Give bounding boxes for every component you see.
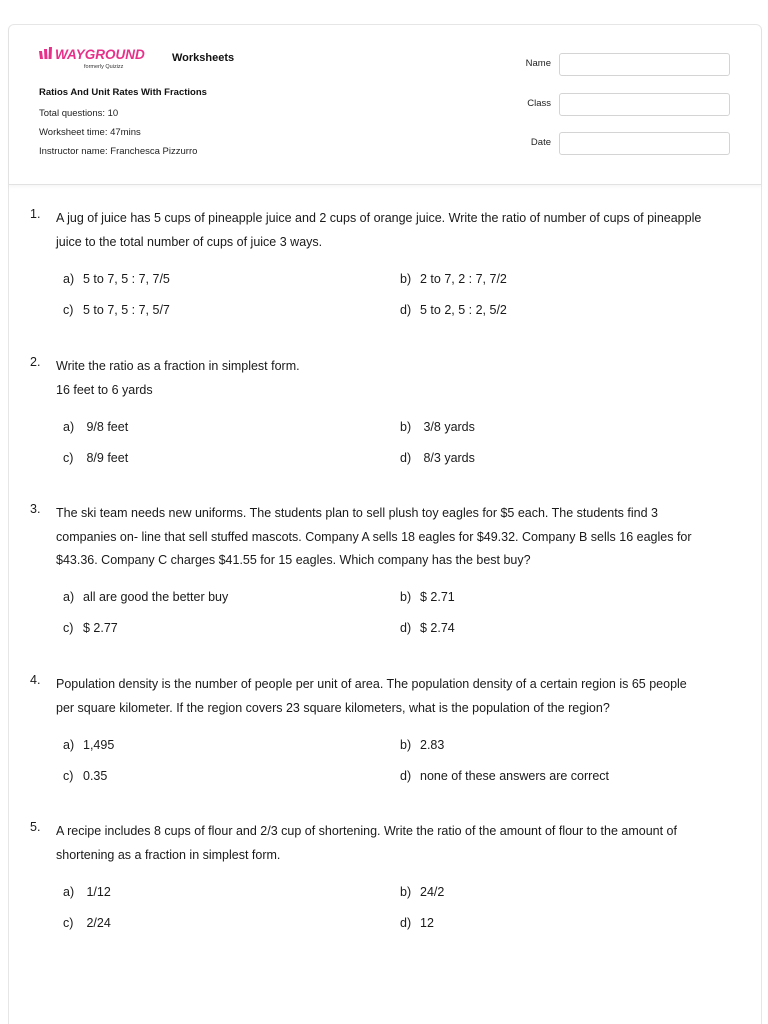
instructor-name: Instructor name: Franchesca Pizzurro	[39, 146, 198, 157]
option-text: 5 to 7, 5 : 7, 5/7	[83, 303, 170, 317]
option-b[interactable]	[400, 272, 507, 286]
option-letter: c)	[63, 916, 74, 930]
option-letter: d)	[400, 303, 412, 317]
option-letter: b)	[400, 590, 412, 604]
option-c[interactable]	[63, 769, 107, 783]
option-text: 0.35	[83, 769, 108, 783]
question-text	[56, 820, 728, 867]
option-letter: a)	[63, 885, 75, 899]
question-number: 1.	[30, 207, 41, 221]
option-letter: c)	[63, 769, 74, 783]
option-text: 2/24	[83, 916, 111, 930]
option-letter: c)	[63, 303, 74, 317]
worksheet-time: Worksheet time: 47mins	[39, 127, 141, 138]
brand-subtitle: formerly Quizizz	[84, 64, 124, 70]
option-b[interactable]	[400, 738, 444, 752]
question-line: Population density is the number of people per unit of area. The population density of a certain region is 65 people	[56, 677, 687, 691]
question-line: companies on- line that sell stuffed mascots. Company A sells 18 eagles for $49.32. Company B sells 16 eagles for	[56, 529, 692, 544]
option-text: 24/2	[420, 885, 445, 899]
option-text: $ 2.74	[420, 621, 455, 635]
option-letter: c)	[63, 451, 74, 465]
option-letter: b)	[400, 885, 412, 899]
option-letter: a)	[63, 590, 75, 604]
option-letter: d)	[400, 769, 412, 783]
date-field[interactable]	[559, 132, 730, 155]
question-line: A recipe includes 8 cups of flour and 2/3 cup of shortening. Write the ratio of the amount of flour to the amount of	[56, 824, 677, 838]
date-label: Date	[530, 137, 551, 148]
brand	[38, 45, 238, 75]
option-a[interactable]	[63, 738, 114, 752]
option-text: 12	[420, 916, 434, 930]
option-letter: b)	[400, 420, 412, 434]
option-text: all are good the better buy	[83, 590, 229, 604]
option-text: 3/8 yards	[420, 420, 475, 434]
option-d[interactable]	[400, 451, 475, 465]
option-text: 5 to 2, 5 : 2, 5/2	[420, 303, 507, 317]
option-letter: d)	[400, 451, 412, 465]
option-b[interactable]	[400, 590, 455, 604]
option-letter: a)	[63, 420, 75, 434]
option-letter: b)	[400, 272, 412, 286]
question-line: per square kilometer. If the region covers 23 square kilometers, what is the population of the region?	[56, 700, 610, 715]
option-letter: d)	[400, 916, 412, 930]
option-c[interactable]	[63, 916, 111, 930]
option-d[interactable]	[400, 621, 455, 635]
question-text	[56, 673, 728, 720]
total-questions: Total questions: 10	[39, 108, 119, 119]
option-c[interactable]	[63, 621, 118, 635]
question-line: The ski team needs new uniforms. The students plan to sell plush toy eagles for $5 each. The students find 3	[56, 506, 658, 520]
question-line: juice to the total number of cups of juice 3 ways.	[56, 234, 323, 249]
option-text: 1/12	[83, 885, 111, 899]
option-a[interactable]	[63, 885, 111, 899]
brand-title: Worksheets	[172, 52, 235, 64]
option-text: 8/3 yards	[420, 451, 475, 465]
option-letter: a)	[63, 272, 75, 286]
question-line: Write the ratio as a fraction in simplest form.	[56, 359, 300, 373]
option-text: 8/9 feet	[83, 451, 129, 465]
option-text: $ 2.77	[83, 621, 118, 635]
option-a[interactable]	[63, 590, 228, 604]
question-line: $43.36. Company C charges $41.55 for 15 eagles. Which company has the best buy?	[56, 553, 531, 567]
option-text: 2.83	[420, 738, 445, 752]
option-d[interactable]	[400, 769, 609, 783]
option-b[interactable]	[400, 420, 475, 434]
option-d[interactable]	[400, 303, 507, 317]
name-label: Name	[525, 58, 551, 69]
option-text: 1,495	[83, 738, 115, 752]
worksheet-title: Ratios And Unit Rates With Fractions	[39, 87, 207, 98]
question-number: 3.	[30, 502, 41, 516]
option-a[interactable]	[63, 272, 170, 286]
option-text: 2 to 7, 2 : 7, 7/2	[420, 272, 507, 286]
question-line: A jug of juice has 5 cups of pineapple juice and 2 cups of orange juice. Write the ratio of number of cups of pineapple	[56, 211, 702, 225]
question-number: 4.	[30, 673, 41, 687]
question-text	[56, 207, 728, 254]
wayground-logo-icon	[38, 45, 166, 65]
name-field[interactable]	[559, 53, 730, 76]
option-letter: d)	[400, 621, 412, 635]
class-label: Class	[527, 98, 551, 109]
option-text: 9/8 feet	[83, 420, 129, 434]
option-text: 5 to 7, 5 : 7, 7/5	[83, 272, 170, 286]
brand-logo-text: WAYGROUND	[55, 47, 145, 62]
option-text: none of these answers are correct	[420, 769, 609, 783]
option-text: $ 2.71	[420, 590, 455, 604]
option-letter: b)	[400, 738, 412, 752]
option-d[interactable]	[400, 916, 434, 930]
worksheet-header	[9, 25, 761, 185]
question-number: 5.	[30, 820, 41, 834]
option-a[interactable]	[63, 420, 128, 434]
class-field[interactable]	[559, 93, 730, 116]
option-letter: a)	[63, 738, 75, 752]
option-b[interactable]	[400, 885, 444, 899]
question-text	[56, 355, 728, 402]
option-letter: c)	[63, 621, 74, 635]
question-text	[56, 502, 728, 573]
question-line: 16 feet to 6 yards	[56, 382, 153, 397]
question-number: 2.	[30, 355, 41, 369]
question-line: shortening as a fraction in simplest form.	[56, 847, 281, 862]
option-c[interactable]	[63, 451, 128, 465]
option-c[interactable]	[63, 303, 170, 317]
